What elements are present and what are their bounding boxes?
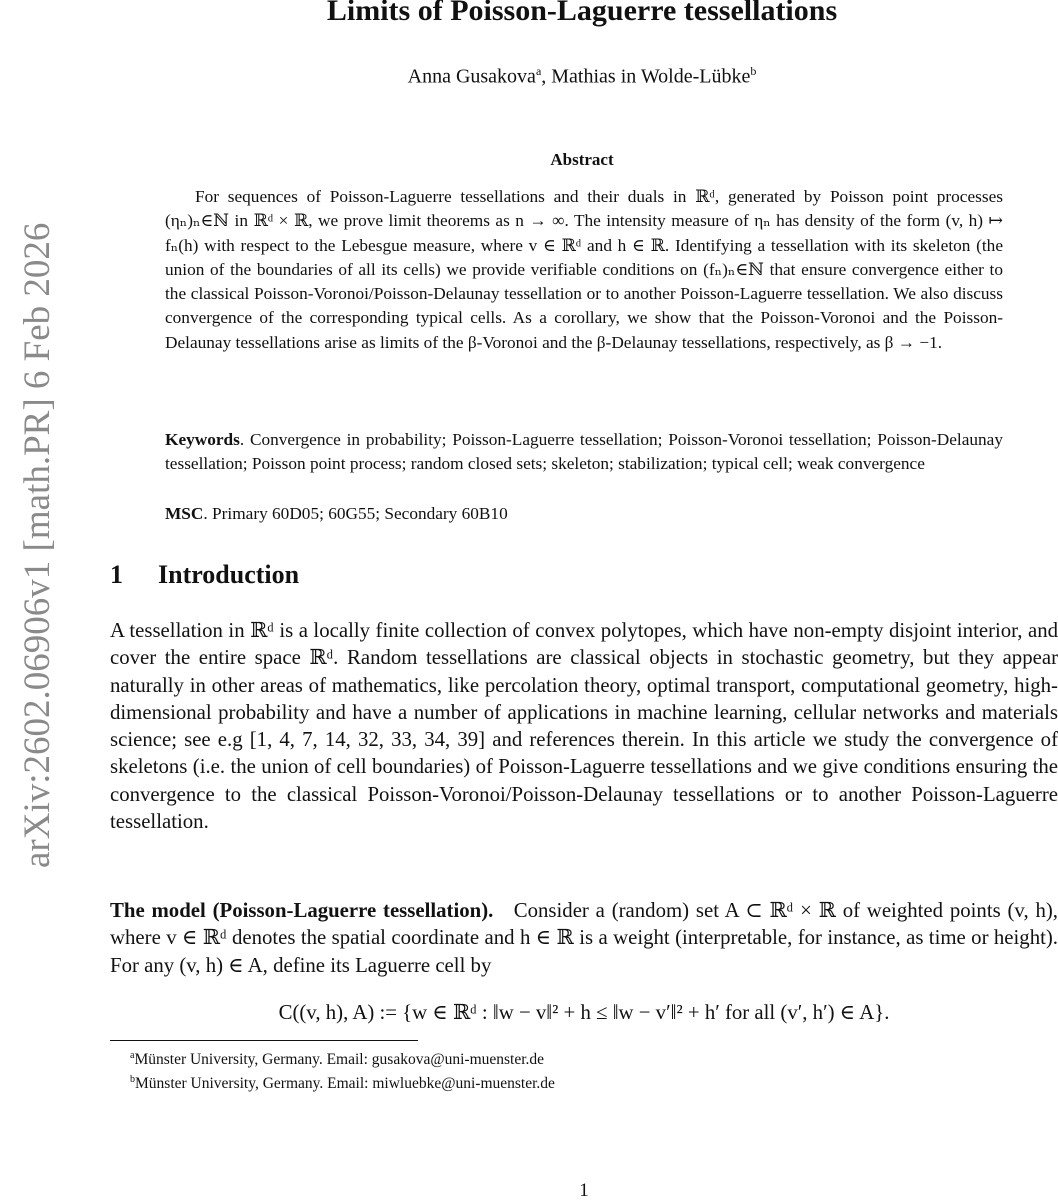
msc-block: [165, 502, 1003, 526]
section-number: 1: [110, 560, 123, 589]
intro-body: [110, 617, 1058, 835]
laguerre-cell-equation: C((v, h), A) := {w ∈ ℝᵈ : ‖w − v‖² + h ≤ ‖w − v′‖² + h′ for all (v′, h′) ∈ A}.: [278, 1001, 890, 1024]
footnote: [130, 1070, 555, 1094]
author-name: Anna Gusakova: [407, 65, 536, 88]
footnote-mark: b: [130, 1074, 135, 1085]
footnote-rule: [110, 1040, 418, 1041]
keywords-text: . Convergence in probability; Poisson-Laguerre tessellation; Poisson-Voronoi tessellation; Poisson-Delaunay tessellation; Poisson point process; random closed sets; skeleton; stabilization; typical cell; weak convergence: [165, 430, 1003, 474]
model-text: Consider a (random) set A ⊂ ℝᵈ × ℝ of weighted points (v, h), where v ∈ ℝᵈ denotes the spatial coordinate and h ∈ ℝ is a weight (interpretable, for instance, as time or height). For any (v, h) ∈ A, define its Laguerre cell by: [110, 899, 1058, 977]
section-heading: [110, 560, 299, 590]
paper-title: Limits of Poisson-Laguerre tessellations: [326, 0, 838, 27]
page-number: 1: [579, 1180, 589, 1201]
affiliation-mark: b: [750, 64, 757, 78]
author-list: [110, 64, 1054, 89]
msc-label: MSC: [165, 504, 204, 523]
keywords-block: [165, 428, 1003, 477]
arxiv-identifier: arXiv:2602.06906v1 [math.PR] 6 Feb 2026: [17, 222, 58, 868]
author-name: Mathias in Wolde-Lübke: [551, 65, 751, 88]
abstract-heading: Abstract: [550, 150, 614, 169]
section-title: Introduction: [158, 560, 300, 589]
keywords-label: Keywords: [165, 430, 240, 449]
footnote: [130, 1046, 544, 1070]
model-paragraph: [110, 897, 1058, 979]
msc-text: . Primary 60D05; 60G55; Secondary 60B10: [203, 504, 508, 523]
footnote-text: Münster University, Germany. Email: gusakova@uni-muenster.de: [134, 1051, 545, 1069]
footnote-mark: a: [130, 1050, 135, 1061]
footnote-text: Münster University, Germany. Email: miwluebke@uni-muenster.de: [135, 1075, 555, 1093]
model-heading: The model (Poisson-Laguerre tessellation).: [110, 899, 494, 922]
author-separator: ,: [541, 65, 547, 88]
intro-paragraph: A tessellation in ℝᵈ is a locally finite collection of convex polytopes, which have non-empty disjoint interior, and cover the entire space ℝᵈ. Random tessellations are classical objects in stochastic geometry, but they appear naturally in other areas of mathematics, like percolation theory, optimal transport, computational geometry, high-dimensional probability and have a number of applications in machine learning, cellular networks and materials science; see e.g [1, 4, 7, 14, 32, 33, 34, 39] and references therein. In this article we study the convergence of skeletons (i.e. the union of cell boundaries) of Poisson-Laguerre tessellations and we give conditions ensuring the convergence to the classical Poisson-Voronoi/Poisson-Delaunay tessellations or to another Poisson-Laguerre tessellation.: [110, 619, 1058, 834]
abstract-paragraph: For sequences of Poisson-Laguerre tessellations and their duals in ℝᵈ, generated by Poisson point processes (ηₙ)ₙ∈ℕ in ℝᵈ × ℝ, we prove limit theorems as n → ∞. The intensity measure of ηₙ has density of the form (v, h) ↦ fₙ(h) with respect to the Lebesgue measure, where v ∈ ℝᵈ and h ∈ ℝ. Identifying a tessellation with its skeleton (the union of the boundaries of all its cells) we provide verifiable conditions on (fₙ)ₙ∈ℕ that ensure convergence either to the classical Poisson-Voronoi/Poisson-Delaunay tessellation or to another Poisson-Laguerre tessellation. We also discuss convergence of the corresponding typical cells. As a corollary, we show that the Poisson-Voronoi and the Poisson-Delaunay tessellations arise as limits of the β-Voronoi and the β-Delaunay tessellations, respectively, as β → −1.: [165, 187, 1003, 352]
affiliation-mark: a: [535, 64, 542, 78]
abstract-text: [165, 185, 1003, 355]
